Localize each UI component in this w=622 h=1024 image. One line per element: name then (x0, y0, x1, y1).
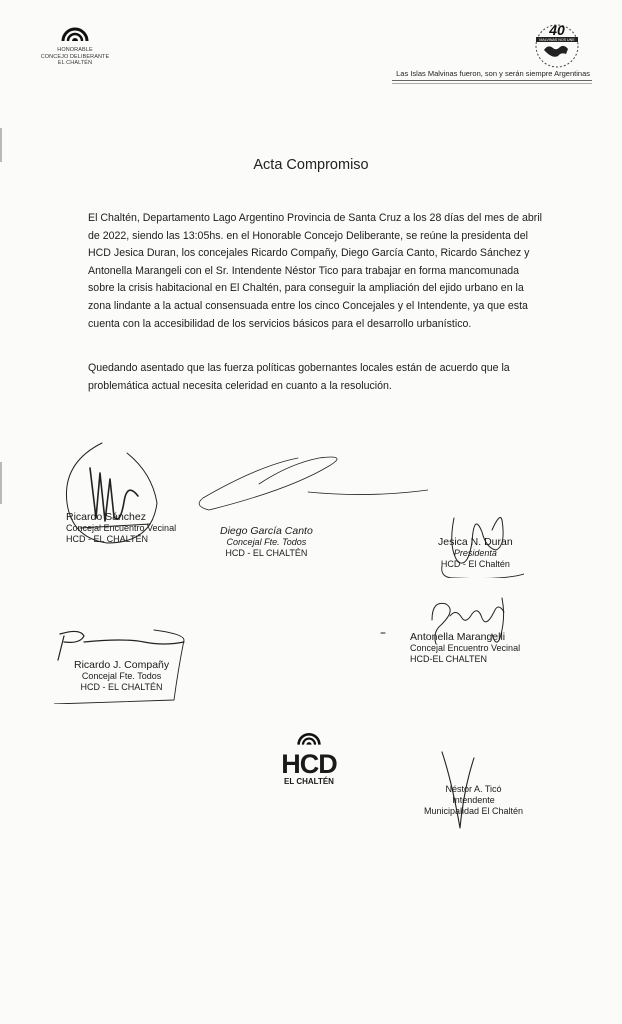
signer-name: Ricardo J. Compañy (74, 659, 170, 671)
scan-edge-mark (0, 462, 2, 504)
signature-duran (438, 537, 513, 570)
signer-institution: HCD - EL CHALTÉN (225, 548, 308, 558)
motto-rule (392, 83, 592, 84)
signer-name: Jesica N. Duran (438, 536, 513, 548)
signer-role: Intendente (452, 795, 495, 805)
document-title: Acta Compromiso (253, 157, 369, 173)
signer-institution: HCD - EL CHALTÉN (66, 534, 149, 544)
hcd-footer-logo (278, 726, 340, 786)
hcd-subtitle: EL CHALTÉN (284, 777, 334, 786)
emblem-number: 40 (549, 22, 565, 38)
signature-tico (424, 784, 523, 817)
signer-institution: Municipalidad El Chaltén (424, 806, 524, 816)
signer-name: Antonella Marangelli (410, 631, 506, 643)
hcd-arch-logo-icon (60, 20, 90, 42)
signer-name: Néstor A. Ticó (445, 784, 502, 794)
signer-role: Presidenta (453, 548, 497, 558)
signature-marangeli (410, 632, 520, 665)
body-paragraph: El Chaltén, Departamento Lago Argentino Provincia de Santa Cruz a los 28 días del mes de abril de 2022, siendo las 13:05hs. en el Honorable Concejo Deliberante, se reúne la presidenta del HCD Jesica Duran, los concejales Ricardo Compañy, Diego García Canto, Ricardo Sánchez y Antonella Marangeli con el Sr. Intendente Néstor Tico para trabajar en forma mancomunada sobre la crisis habitacional en El Chaltén, para conseguir la ampliación del ejido urbano en la zona lindante a la actual consensuada entre los cinco Concejales y el Intendente, ya que esta cuenta con la accesibilidad de los servicios básicos para el desarrollo urbanístico. (88, 212, 543, 330)
logo-line: CONCEJO DELIBERANTE (40, 53, 110, 60)
logo-line: HONORABLE (57, 47, 93, 53)
body-paragraph: Quedando asentado que las fuerza políticas gobernantes locales están de acuerdo que la problemática actual necesita celeridad en cuanto a la resolución. (88, 362, 510, 392)
emblem-ribbon: MALVINAS NOS UNE (539, 38, 575, 42)
signer-name: Diego García Canto (220, 525, 313, 537)
hcd-arch-logo-icon (296, 726, 322, 746)
malvinas-40-emblem-icon (530, 16, 584, 70)
signature-sanchez (66, 512, 176, 545)
hcd-letters: HCD (281, 749, 337, 779)
signer-institution: HCD - EL CHALTÉN (80, 682, 163, 692)
signer-role: Concejal Encuentro Vecinal (410, 643, 521, 653)
signer-name: Ricardo Sánchez (66, 511, 146, 523)
malvinas-motto: Las Islas Malvinas fueron, son y serán siempre Argentinas (396, 69, 590, 78)
signature-garcia-scribble (188, 452, 428, 522)
logo-line: EL CHALTÉN (57, 60, 93, 66)
signature-company (74, 660, 169, 693)
signer-institution: HCD - El Chaltén (440, 559, 510, 569)
ink-dot (378, 628, 388, 638)
signer-role: Concejal Fte. Todos (226, 537, 307, 547)
signature-garcia (220, 526, 313, 559)
motto-rule (392, 80, 592, 81)
signer-role: Concejal Encuentro Vecinal (66, 523, 177, 533)
signer-role: Concejal Fte. Todos (81, 671, 162, 681)
signer-institution: HCD-EL CHALTEN (410, 654, 488, 664)
hcd-header-logo (40, 20, 110, 67)
